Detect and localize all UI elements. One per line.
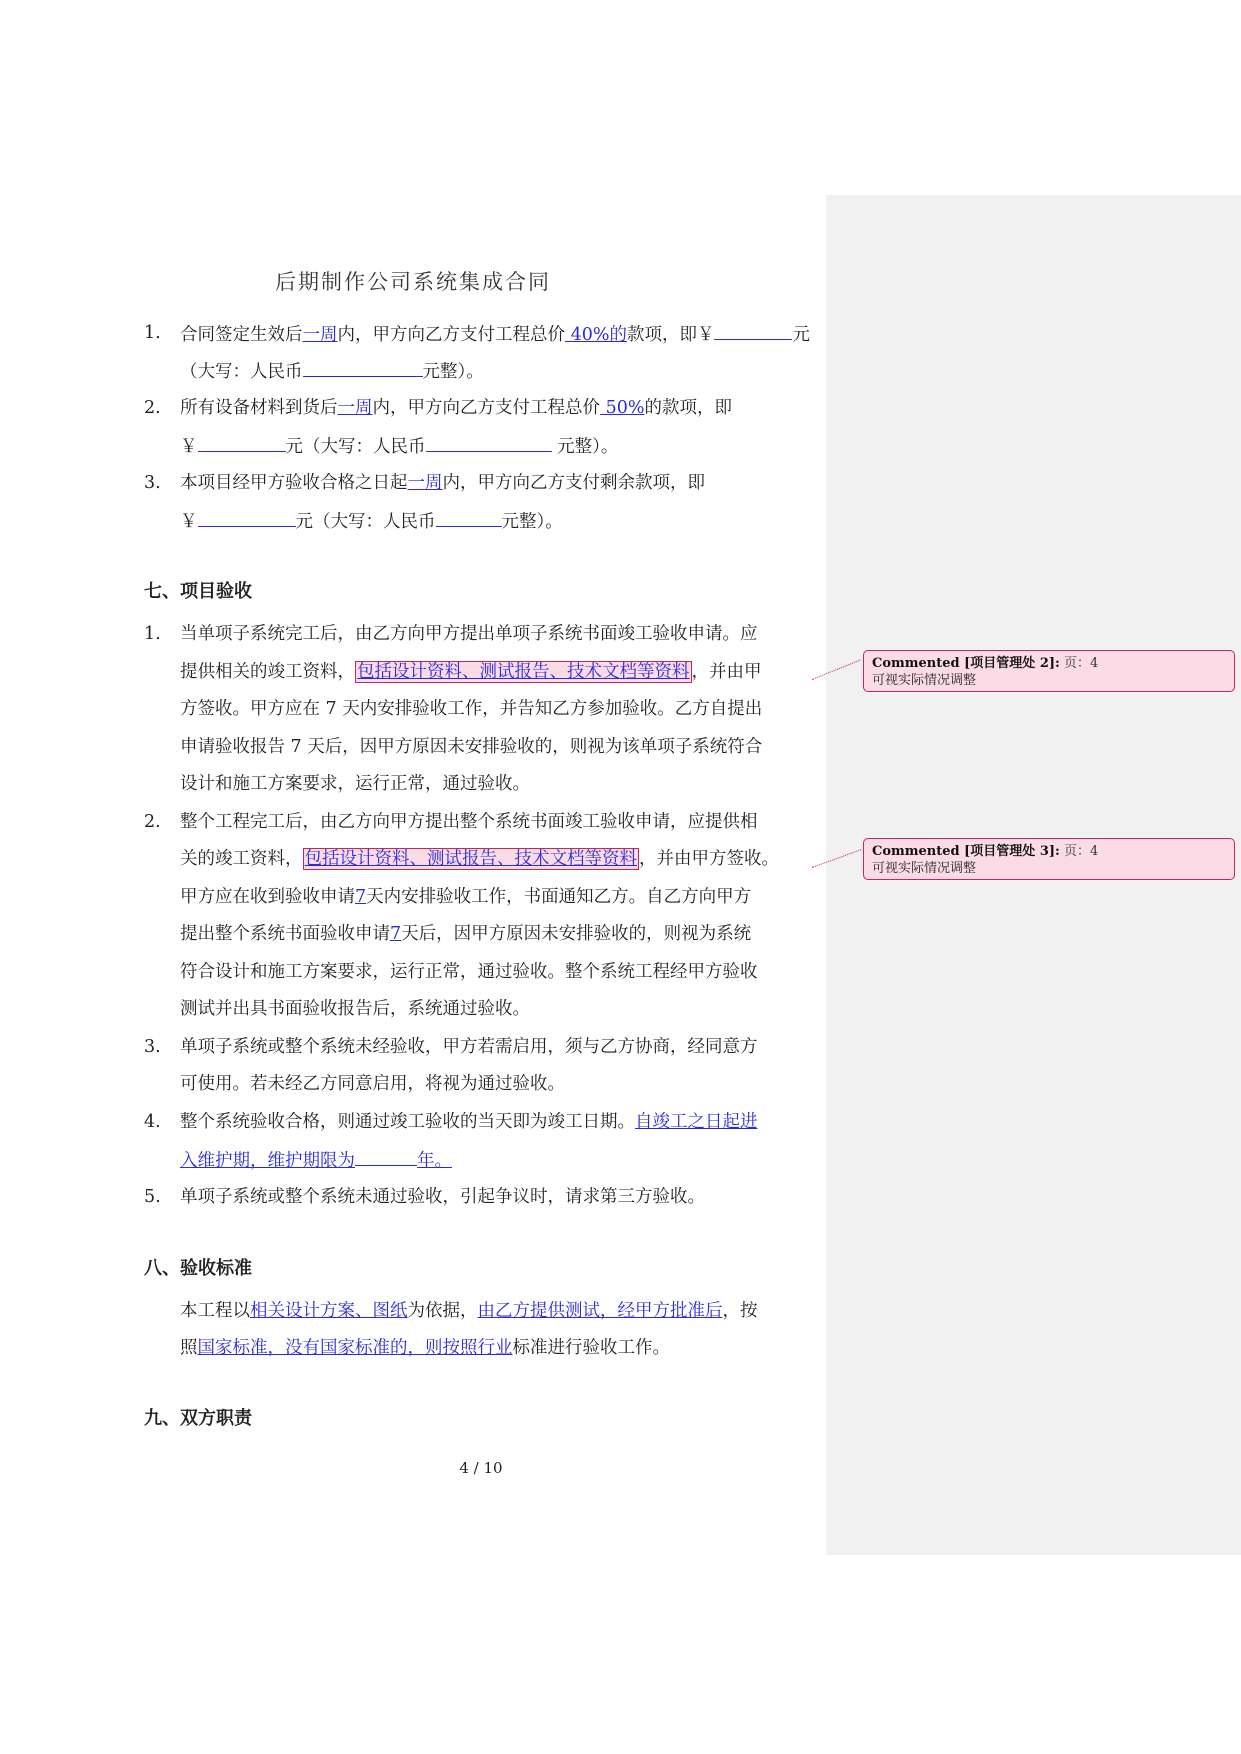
page-number: 4 / 10 <box>459 1459 503 1477</box>
amount-blank <box>714 321 792 340</box>
tracked-insertion: 一周 <box>407 473 443 493</box>
list-number: 5. <box>144 1187 161 1207</box>
paragraph-line: （大写：人民币 元整）。 <box>180 358 484 384</box>
commented-text[interactable]: 包括设计资料、测试报告、技术文档等资料 <box>357 662 690 682</box>
list-number: 1. <box>144 323 161 343</box>
paragraph-line: 提供相关的竣工资料， 包括设计资料、测试报告、技术文档等资料 ，并由甲 <box>180 662 762 682</box>
section-heading: 九、双方职责 <box>144 1408 252 1429</box>
amount-blank <box>198 508 296 527</box>
paragraph-line: 当单项子系统完工后，由乙方向甲方提出单项子系统书面竣工验收申请。应 <box>180 624 758 644</box>
paragraph-line: 甲方应在收到验收申请7天内安排验收工作，书面通知乙方。自乙方向甲方 <box>180 887 752 907</box>
tracked-insertion: 一周 <box>302 325 338 345</box>
paragraph-line: 整个工程完工后，由乙方向甲方提出整个系统书面竣工验收申请，应提供相 <box>180 812 758 832</box>
amount-blank <box>436 508 502 527</box>
tracked-insertion: 一周 <box>337 398 373 418</box>
tracked-insertion: 自竣工之日起进 <box>635 1112 758 1132</box>
comment-balloon[interactable]: Commented [项目管理处 2]: 页：4 可视实际情况调整 <box>863 650 1235 692</box>
paragraph-line: 提出整个系统书面验收申请7天后，因甲方原因未安排验收的，则视为系统 <box>180 924 752 944</box>
amount-blank <box>426 433 552 452</box>
paragraph-line: 关的竣工资料， 包括设计资料、测试报告、技术文档等资料 ，并由甲方签收。 <box>180 849 779 869</box>
section-heading: 八、验收标准 <box>144 1258 252 1279</box>
list-number: 2. <box>144 812 161 832</box>
comment-balloon[interactable]: Commented [项目管理处 3]: 页：4 可视实际情况调整 <box>863 838 1235 880</box>
paragraph-line <box>180 1147 452 1173</box>
list-number: 2. <box>144 398 161 418</box>
tracked-insertion: 7 <box>355 887 367 907</box>
commented-text[interactable]: 包括设计资料、测试报告、技术文档等资料 <box>304 849 637 869</box>
list-number: 3. <box>144 1037 161 1057</box>
amount-blank <box>198 433 286 452</box>
list-number: 3. <box>144 473 161 493</box>
list-number: 4. <box>144 1112 161 1132</box>
paragraph-line: 单项子系统或整个系统未通过验收，引起争议时，请求第三方验收。 <box>180 1187 705 1207</box>
paragraph-line: 设计和施工方案要求，运行正常，通过验收。 <box>180 774 530 794</box>
paragraph-line: 所有设备材料到货后一周内，甲方向乙方支付工程总价 50%的款项，即 <box>180 398 732 418</box>
tracked-insertion: 入维护期，维护期限为 <box>180 1151 355 1171</box>
tracked-insertion: 相关设计方案、图纸 <box>250 1301 408 1321</box>
paragraph-line: 合同签定生效后一周内，甲方向乙方支付工程总价 40%的款项，即￥ 元 <box>180 321 810 347</box>
paragraph-line: 测试并出具书面验收报告后，系统通过验收。 <box>180 999 530 1019</box>
tracked-insertion: 国家标准，没有国家标准的，则按照行业 <box>197 1338 513 1358</box>
list-number: 1. <box>144 624 161 644</box>
paragraph-line: 申请验收报告 7 天后，因甲方原因未安排验收的，则视为该单项子系统符合 <box>180 737 763 757</box>
term-blank <box>355 1147 417 1166</box>
paragraph-line: 照国家标准，没有国家标准的，则按照行业标准进行验收工作。 <box>180 1338 670 1358</box>
paragraph-line: ￥ 元（大写：人民币 元整）。 <box>180 433 618 459</box>
paragraph-line: 方签收。甲方应在 7 天内安排验收工作，并告知乙方参加验收。乙方自提出 <box>180 699 763 719</box>
tracked-insertion: 7 <box>390 924 402 944</box>
paragraph-line: 整个系统验收合格，则通过竣工验收的当天即为竣工日期。自竣工之日起进 <box>180 1112 758 1132</box>
paragraph-line: 单项子系统或整个系统未经验收，甲方若需启用，须与乙方协商，经同意方 <box>180 1037 758 1057</box>
tracked-insertion: 年。 <box>417 1151 452 1171</box>
amount-blank <box>303 358 423 377</box>
paragraph-line: ￥ 元（大写：人民币 元整）。 <box>180 508 563 534</box>
tracked-insertion: 由乙方提供测试，经甲方批准后 <box>477 1301 723 1321</box>
section-heading: 七、项目验收 <box>144 581 252 602</box>
document-title: 后期制作公司系统集成合同 <box>275 270 551 294</box>
paragraph-line: 可使用。若未经乙方同意启用，将视为通过验收。 <box>180 1074 565 1094</box>
tracked-insertion: 40%的 <box>565 325 627 345</box>
paragraph-line: 本项目经甲方验收合格之日起一周内，甲方向乙方支付剩余款项，即 <box>180 473 705 493</box>
paragraph-line: 符合设计和施工方案要求，运行正常，通过验收。整个系统工程经甲方验收 <box>180 962 758 982</box>
tracked-insertion: 50% <box>600 398 645 418</box>
paragraph-line: 本工程以相关设计方案、图纸为依据，由乙方提供测试，经甲方批准后，按 <box>180 1301 758 1321</box>
